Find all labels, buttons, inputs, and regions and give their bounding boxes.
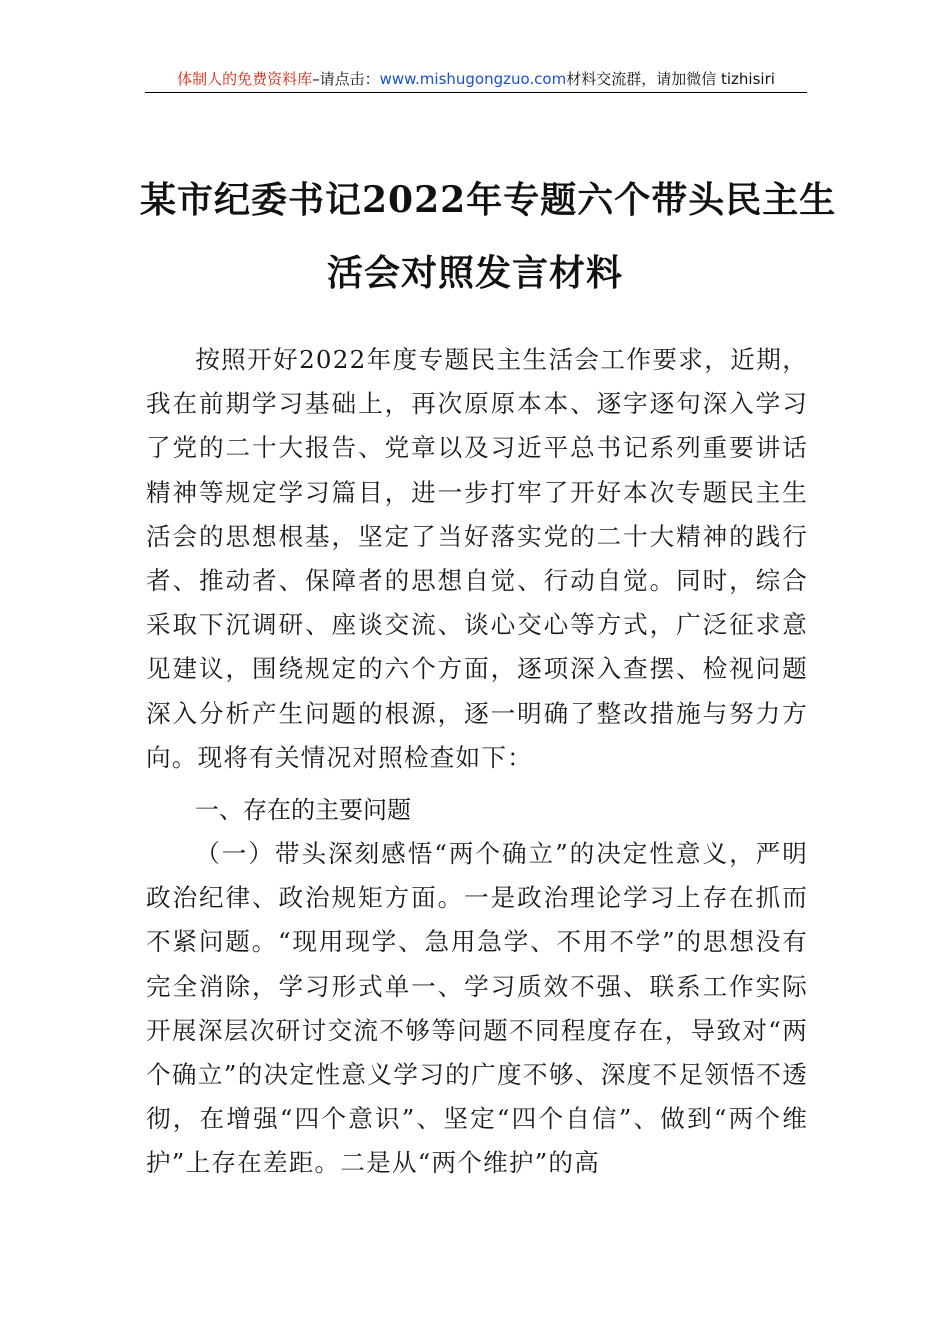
document-title-line-1: 某市纪委书记2022年专题六个带头民主生	[140, 179, 837, 221]
section-heading: 一、存在的主要问题	[195, 796, 411, 824]
item-one-paragraph: （一）带头深刻感悟“两个确立”的决定性意义，严明政治纪律、政治规矩方面。一是政治理论学习上存在抓而不紧问题。“现用现学、急用急学、不用不学”的思想没有完全消除，学习形式单一、学习质效不强、联系工作实际开展深层次研讨交流不够等问题不同程度存在，导致对“两个确立”的决定性意义学习的广度不够、深度不足领悟不透彻，在增强“四个意识”、坚定“四个自信”、做到“两个维护”上存在差距。二是从“两个维护”的高	[146, 839, 808, 1178]
page-header	[145, 66, 807, 93]
header-url-link[interactable]: www.mishugongzuo.com	[379, 70, 567, 88]
header-suffix: 材料交流群，请加微信 tizhisiri	[566, 70, 775, 88]
intro-paragraph: 按照开好2022年度专题民主生活会工作要求，近期，我在前期学习基础上，再次原原本本、逐字逐句深入学习了党的二十大报告、党章以及习近平总书记系列重要讲话精神等规定学习篇目，进一步打牢了开好本次专题民主生活会的思想根基，坚定了当好落实党的二十大精神的践行者、推动者、保障者的思想自觉、行动自觉。同时，综合采取下沉调研、座谈交流、谈心交心等方式，广泛征求意见建议，围绕规定的六个方面，逐项深入查摆、检视问题深入分析产生问题的根源，逐一明确了整改措施与努力方向。现将有关情况对照检查如下：	[146, 345, 808, 772]
header-brand: 体制人的免费资料库	[177, 70, 313, 88]
item-one-section	[146, 832, 808, 1186]
header-prompt: –请点击：	[312, 70, 380, 88]
intro-section	[146, 338, 808, 780]
document-title-line-2: 活会对照发言材料	[326, 252, 623, 294]
